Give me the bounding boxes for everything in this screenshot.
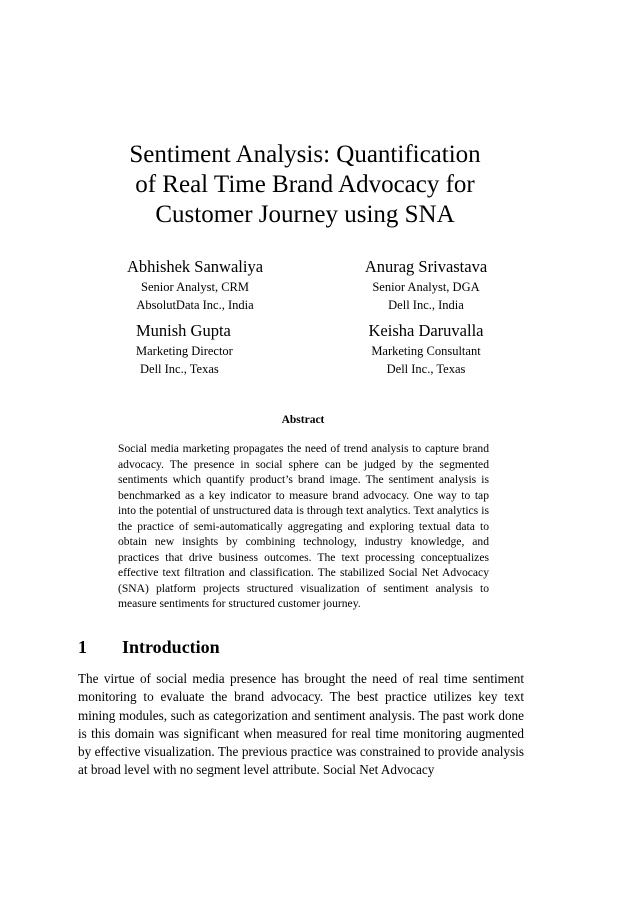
- author-role: Senior Analyst, CRM: [141, 280, 249, 294]
- author-role: Marketing Director: [136, 344, 233, 358]
- introduction-text: The virtue of social media presence has brought the need of real time sentiment monitoring to evaluate the brand advocacy. The best practice utilizes key text mining modules, such as categorization and sentiment analysis. The past work done is this domain was significant when measured for real time monitoring augmented by effective visualization. The previous practice was constrained to provide analysis at broad level with no segment level attribute. Social Net Advocacy: [78, 671, 524, 778]
- author-block-1: [125, 256, 265, 314]
- author-name: Anurag Srivastava: [364, 257, 488, 276]
- author-org: Dell Inc., Texas: [386, 362, 466, 376]
- author-name: Munish Gupta: [136, 321, 231, 340]
- abstract-text: Social media marketing propagates the need of trend analysis to capture brand advocacy. The presence in social sphere can be judged by the segmented sentiments which quantify product’s brand image. The sentiment analysis is benchmarked as a key indicator to measure brand advocacy. One way to tap into the potential of unstructured data is through text analytics. Text analytics is the practice of semi-automatically aggregating and exploring textual data to obtain new insights by combining technology, industry knowledge, and practices that drive business outcomes. The text processing conceptualizes effective text filtration and classification. The stabilized Social Net Advocacy (SNA) platform projects structured visualization of sentiment analysis to measure sentiments for structured customer journey.: [118, 442, 489, 610]
- author-block-4: [356, 320, 496, 378]
- paper-title: [100, 140, 510, 230]
- title-line-2: of Real Time Brand Advocacy for: [135, 171, 475, 198]
- author-block-3: [120, 320, 250, 378]
- author-org: AbsolutData Inc., India: [136, 298, 254, 312]
- section-title: Introduction: [122, 637, 220, 657]
- author-org: Dell Inc., India: [388, 298, 464, 312]
- author-org: Dell Inc., Texas: [140, 362, 219, 376]
- author-name: Keisha Daruvalla: [368, 321, 484, 340]
- title-line-1: Sentiment Analysis: Quantification: [129, 141, 481, 168]
- section-heading-introduction: [78, 635, 220, 659]
- author-role: Marketing Consultant: [371, 344, 481, 358]
- author-name: Abhishek Sanwaliya: [126, 257, 264, 276]
- author-role: Senior Analyst, DGA: [372, 280, 480, 294]
- title-line-3: Customer Journey using SNA: [155, 201, 455, 228]
- section-number: 1: [78, 637, 87, 657]
- author-block-2: [356, 256, 496, 314]
- abstract-heading: Abstract: [281, 414, 325, 426]
